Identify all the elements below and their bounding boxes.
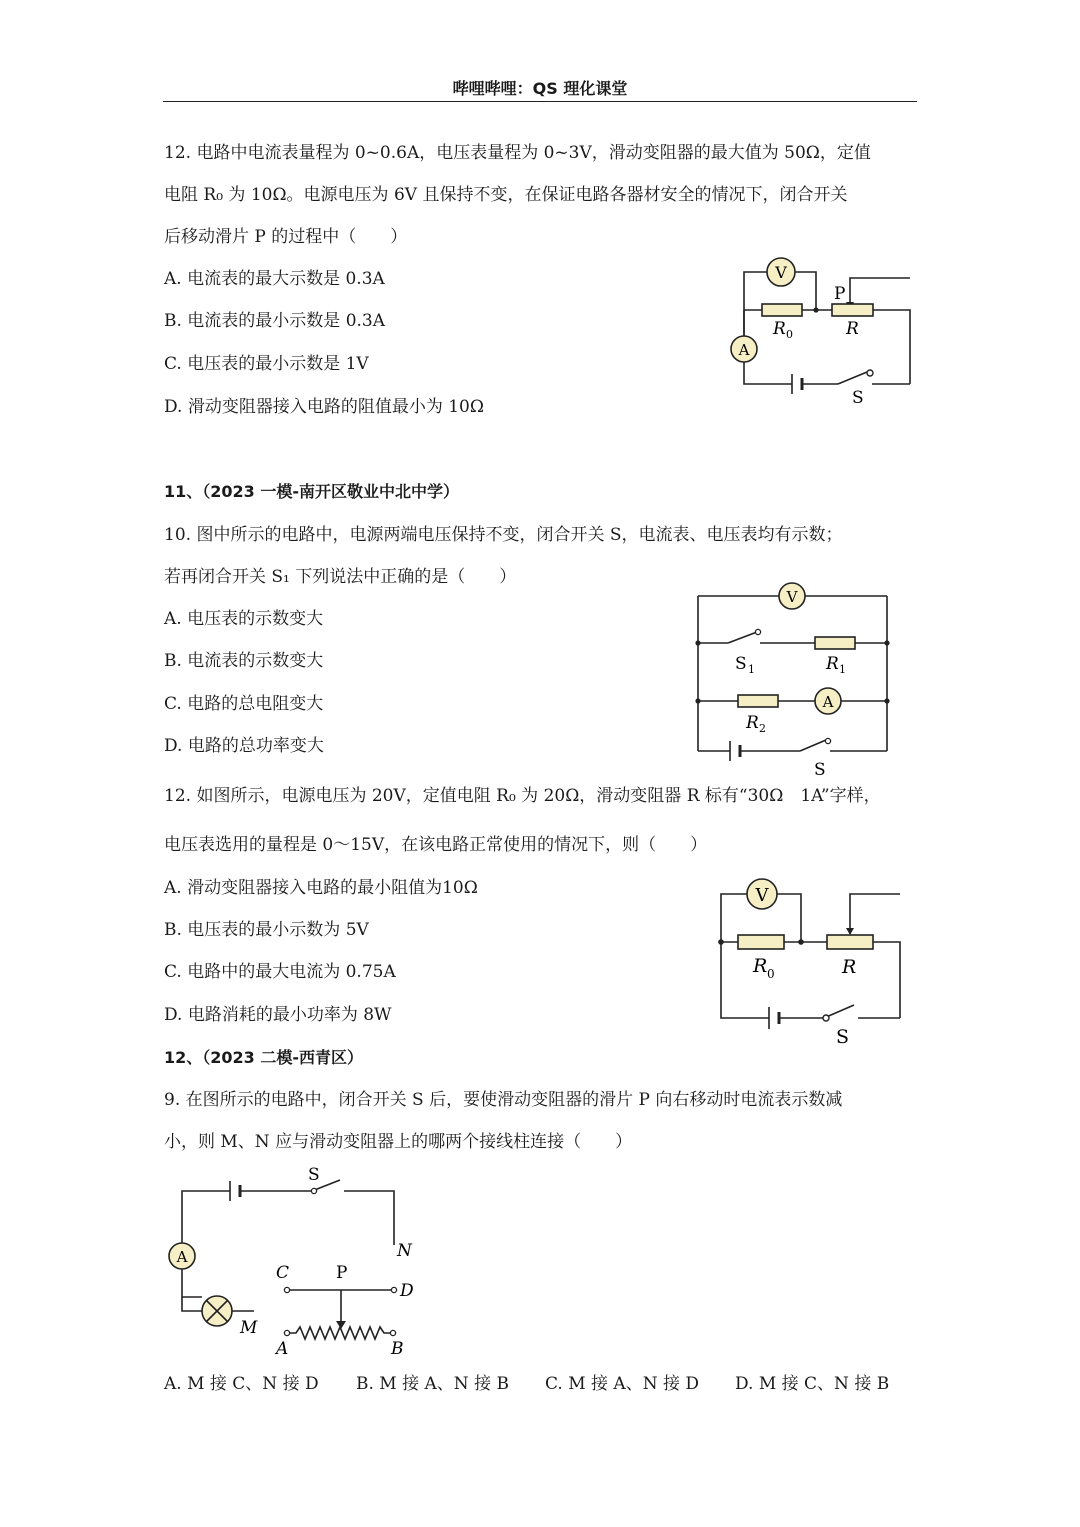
- q12a-option-a[interactable]: A. 电流表的最大示数是 0.3A: [164, 269, 385, 289]
- q12b-text-line1: 12. 如图所示，电源电压为 20V，定值电阻 R₀ 为 20Ω，滑动变阻器 R 标有“30Ω 1A”字样，: [164, 786, 881, 806]
- q9-text-line1: 9. 在图所示的电路中，闭合开关 S 后，要使滑动变阻器的滑片 P 向右移动时电流表示数减: [164, 1090, 843, 1110]
- q12b-option-d[interactable]: D. 电路消耗的最小功率为 8W: [164, 1005, 392, 1025]
- junction-dot: [718, 939, 724, 945]
- voltmeter-label: V: [755, 885, 769, 906]
- junction-dot: [695, 698, 700, 703]
- switch-contact: [825, 738, 830, 743]
- r-label: R: [846, 319, 859, 339]
- q10-text-line1: 10. 图中所示的电路中，电源两端电压保持不变，闭合开关 S，电流表、电压表均有示数；: [164, 525, 843, 545]
- terminal-b: [390, 1330, 395, 1335]
- r1-label: R: [826, 654, 839, 674]
- r0-label: R: [773, 319, 786, 339]
- q9-option-a[interactable]: A. M 接 C、N 接 D: [164, 1374, 319, 1394]
- resistor-r2: [738, 695, 778, 707]
- q12b-option-a[interactable]: A. 滑动变阻器接入电路的最小阻值为10Ω: [164, 878, 478, 898]
- q12b-option-b[interactable]: B. 电压表的最小示数为 5V: [164, 920, 369, 940]
- q10-option-d[interactable]: D. 电路的总功率变大: [164, 736, 324, 756]
- terminal-b-label: B: [391, 1339, 404, 1359]
- r2-label-sub: 2: [759, 722, 766, 735]
- ammeter-label: A: [738, 341, 750, 359]
- switch-contact: [867, 370, 873, 376]
- voltmeter-label: V: [775, 263, 787, 282]
- header-divider: [163, 101, 917, 102]
- q9-option-c[interactable]: C. M 接 A、N 接 D: [545, 1374, 700, 1394]
- q9-option-d[interactable]: D. M 接 C、N 接 B: [735, 1374, 890, 1394]
- r1-label-sub: 1: [839, 663, 846, 676]
- rheostat-r: [827, 935, 873, 949]
- q12a-option-c[interactable]: C. 电压表的最小示数是 1V: [164, 354, 369, 374]
- switch-contact: [823, 1015, 829, 1021]
- resistor-r0: [738, 935, 784, 949]
- q12a-text-line2: 电阻 R₀ 为 10Ω。电源电压为 6V 且保持不变，在保证电路各器材安全的情况下，闭合开关: [164, 185, 848, 205]
- junction-dot: [813, 307, 818, 312]
- switch-label: S: [852, 388, 864, 408]
- resistor-r1: [815, 637, 855, 649]
- q12a-option-d[interactable]: D. 滑动变阻器接入电路的阻值最小为 10Ω: [164, 397, 484, 417]
- q10-option-b[interactable]: B. 电流表的示数变大: [164, 651, 324, 671]
- q10-text-line2: 若再闭合开关 S₁ 下列说法中正确的是（ ）: [164, 567, 517, 587]
- q12a-option-b[interactable]: B. 电流表的最小示数是 0.3A: [164, 311, 386, 331]
- terminal-a-label: A: [276, 1339, 289, 1359]
- section-title-12: 12、（2023 二模-西青区）: [164, 1048, 364, 1067]
- slider-label: P: [834, 284, 846, 304]
- q9-circuit-diagram: [160, 1165, 430, 1360]
- s1-label: S: [735, 654, 747, 674]
- junction-dot: [884, 698, 889, 703]
- ammeter-label: A: [176, 1248, 188, 1266]
- switch-s1-contact: [755, 629, 760, 634]
- q12a-circuit-diagram: [720, 252, 920, 410]
- ammeter-label: A: [822, 693, 834, 711]
- junction-dot: [695, 640, 700, 645]
- q12b-option-c[interactable]: C. 电路中的最大电流为 0.75A: [164, 962, 396, 982]
- switch-contact: [311, 1188, 316, 1193]
- q12a-text-line1: 12. 电路中电流表量程为 0~0.6A，电压表量程为 0~3V，滑动变阻器的最大值为 50Ω，定值: [164, 143, 871, 163]
- r0-label-sub: 0: [767, 967, 775, 981]
- s1-label-sub: 1: [748, 663, 755, 676]
- terminal-c: [284, 1287, 289, 1292]
- slider-p-label: P: [336, 1263, 348, 1283]
- r-label: R: [842, 956, 857, 978]
- terminal-n-label: N: [397, 1241, 412, 1261]
- q12b-text-line2: 电压表选用的量程是 0～15V，在该电路正常使用的情况下，则（ ）: [164, 835, 708, 855]
- q9-text-line2: 小，则 M、N 应与滑动变阻器上的哪两个接线柱连接（ ）: [164, 1132, 633, 1152]
- page-header: 哔哩哔哩：QS 理化课堂: [452, 79, 628, 98]
- r0-label: R: [753, 955, 768, 977]
- q12a-text-line3: 后移动滑片 P 的过程中（ ）: [164, 227, 408, 247]
- terminal-d: [391, 1287, 396, 1292]
- terminal-c-label: C: [276, 1263, 290, 1283]
- switch-label: S: [836, 1026, 850, 1048]
- q10-circuit-diagram: [690, 580, 895, 778]
- junction-dot: [798, 939, 804, 945]
- terminal-m-label: M: [240, 1318, 258, 1338]
- terminal-d-label: D: [400, 1281, 414, 1301]
- junction-dot: [884, 640, 889, 645]
- slider-arrow-icon: [846, 928, 854, 935]
- rheostat-r: [832, 304, 873, 316]
- section-title-11: 11、（2023 一模-南开区敬业中北中学）: [164, 482, 460, 501]
- q9-option-b[interactable]: B. M 接 A、N 接 B: [356, 1374, 509, 1394]
- r2-label: R: [746, 713, 759, 733]
- q10-option-a[interactable]: A. 电压表的示数变大: [164, 609, 324, 629]
- voltmeter-label: V: [786, 588, 798, 606]
- switch-label: S: [308, 1165, 320, 1185]
- r0-label-sub: 0: [786, 328, 793, 341]
- resistor-r0: [762, 304, 802, 316]
- q12b-circuit-diagram: [712, 872, 912, 1050]
- q10-option-c[interactable]: C. 电路的总电阻变大: [164, 694, 324, 714]
- slider-arrow-icon: [336, 1321, 346, 1329]
- terminal-a: [284, 1330, 289, 1335]
- switch-label: S: [814, 760, 826, 780]
